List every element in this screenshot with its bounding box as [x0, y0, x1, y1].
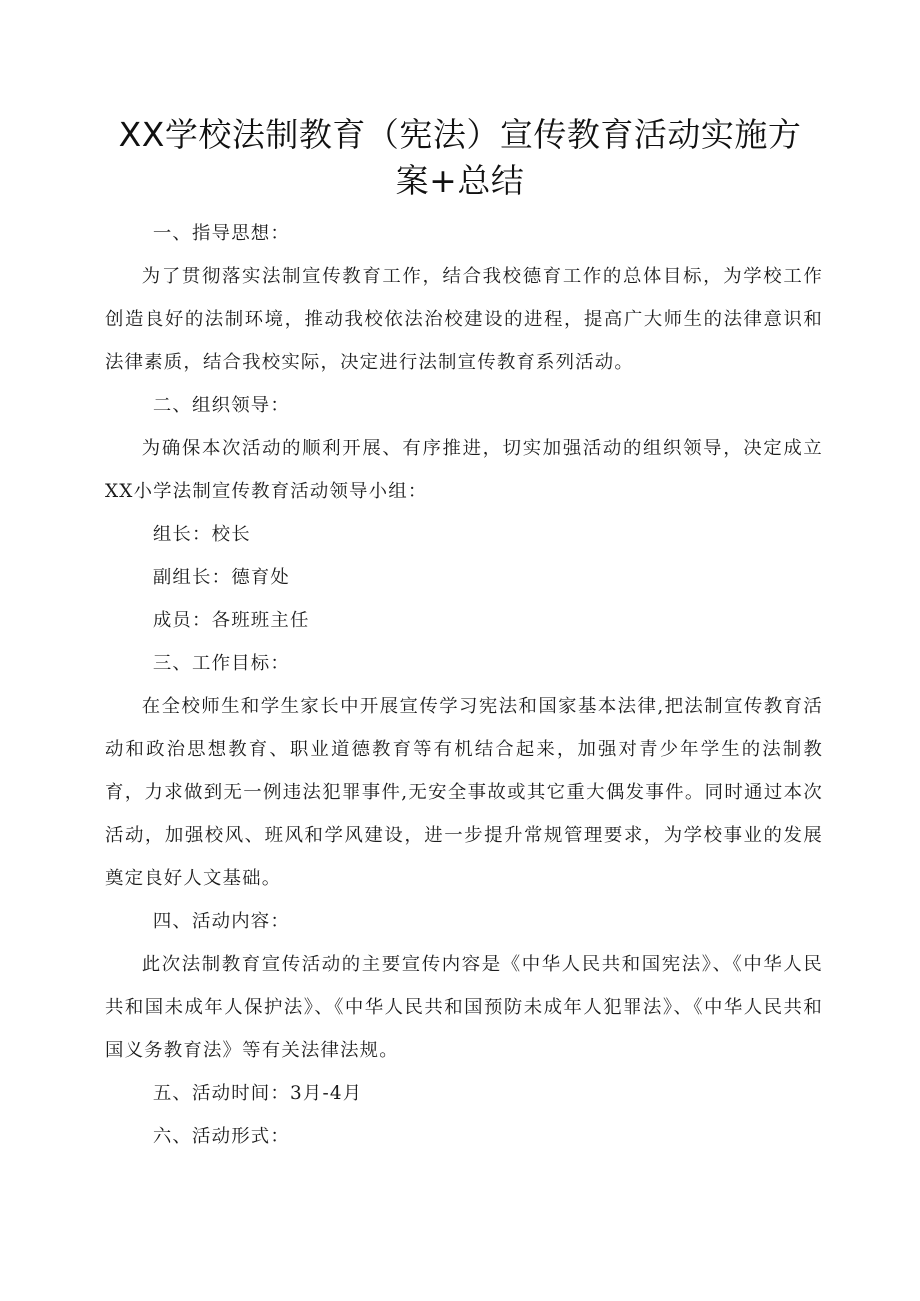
leader-line: 组长：校长 — [152, 524, 251, 545]
section-paragraph-content: 此次法制教育宣传活动的主要宣传内容是《中华人民共和国宪法》、《中华人民共和国未成年人保护法》、《中华人民共和国预防未成年人犯罪法》、《中华人民共和国义务教育法》等有关法律法规。 — [105, 954, 823, 1061]
section-paragraph-goals: 在全校师生和学生家长中开展宣传学习宪法和国家基本法律,把法制宣传教育活动和政治思想教育、职业道德教育等有机结合起来，加强对青少年学生的法制教育，力求做到无一例违法犯罪事件,无安全事故或其它重大偶发事件。同时通过本次活动，加强校风、班风和学风建设，进一步提升常规管理要求，为学校事业的发展奠定良好人文基础。 — [105, 696, 823, 889]
document-title — [100, 112, 820, 204]
deputy-leader-line: 副组长：德育处 — [152, 567, 290, 588]
section-paragraph-guiding-ideology: 为了贯彻落实法制宣传教育工作，结合我校德育工作的总体目标，为学校工作创造良好的法制环境，推动我校依法治校建设的进程，提高广大师生的法律意识和法律素质，结合我校实际，决定进行法制宣传教育系列活动。 — [105, 266, 823, 373]
section-heading-form: 六、活动形式： — [152, 1126, 290, 1147]
document-body — [105, 212, 823, 1158]
section-heading-guiding-ideology: 一、指导思想： — [152, 223, 290, 244]
section-heading-organization: 二、组织领导： — [152, 395, 290, 416]
section-heading-content: 四、活动内容： — [152, 911, 290, 932]
section-heading-time: 五、活动时间：3月-4月 — [152, 1083, 363, 1104]
section-paragraph-organization: 为确保本次活动的顺利开展、有序推进，切实加强活动的组织领导，决定成立XX小学法制宣传教育活动领导小组： — [105, 438, 823, 502]
title-line-1: XX学校法制教育（宪法）宣传教育活动实施方 — [118, 115, 802, 154]
section-heading-goals: 三、工作目标： — [152, 653, 290, 674]
title-line-2: 案+总结 — [395, 161, 525, 200]
members-line: 成员：各班班主任 — [152, 610, 310, 631]
